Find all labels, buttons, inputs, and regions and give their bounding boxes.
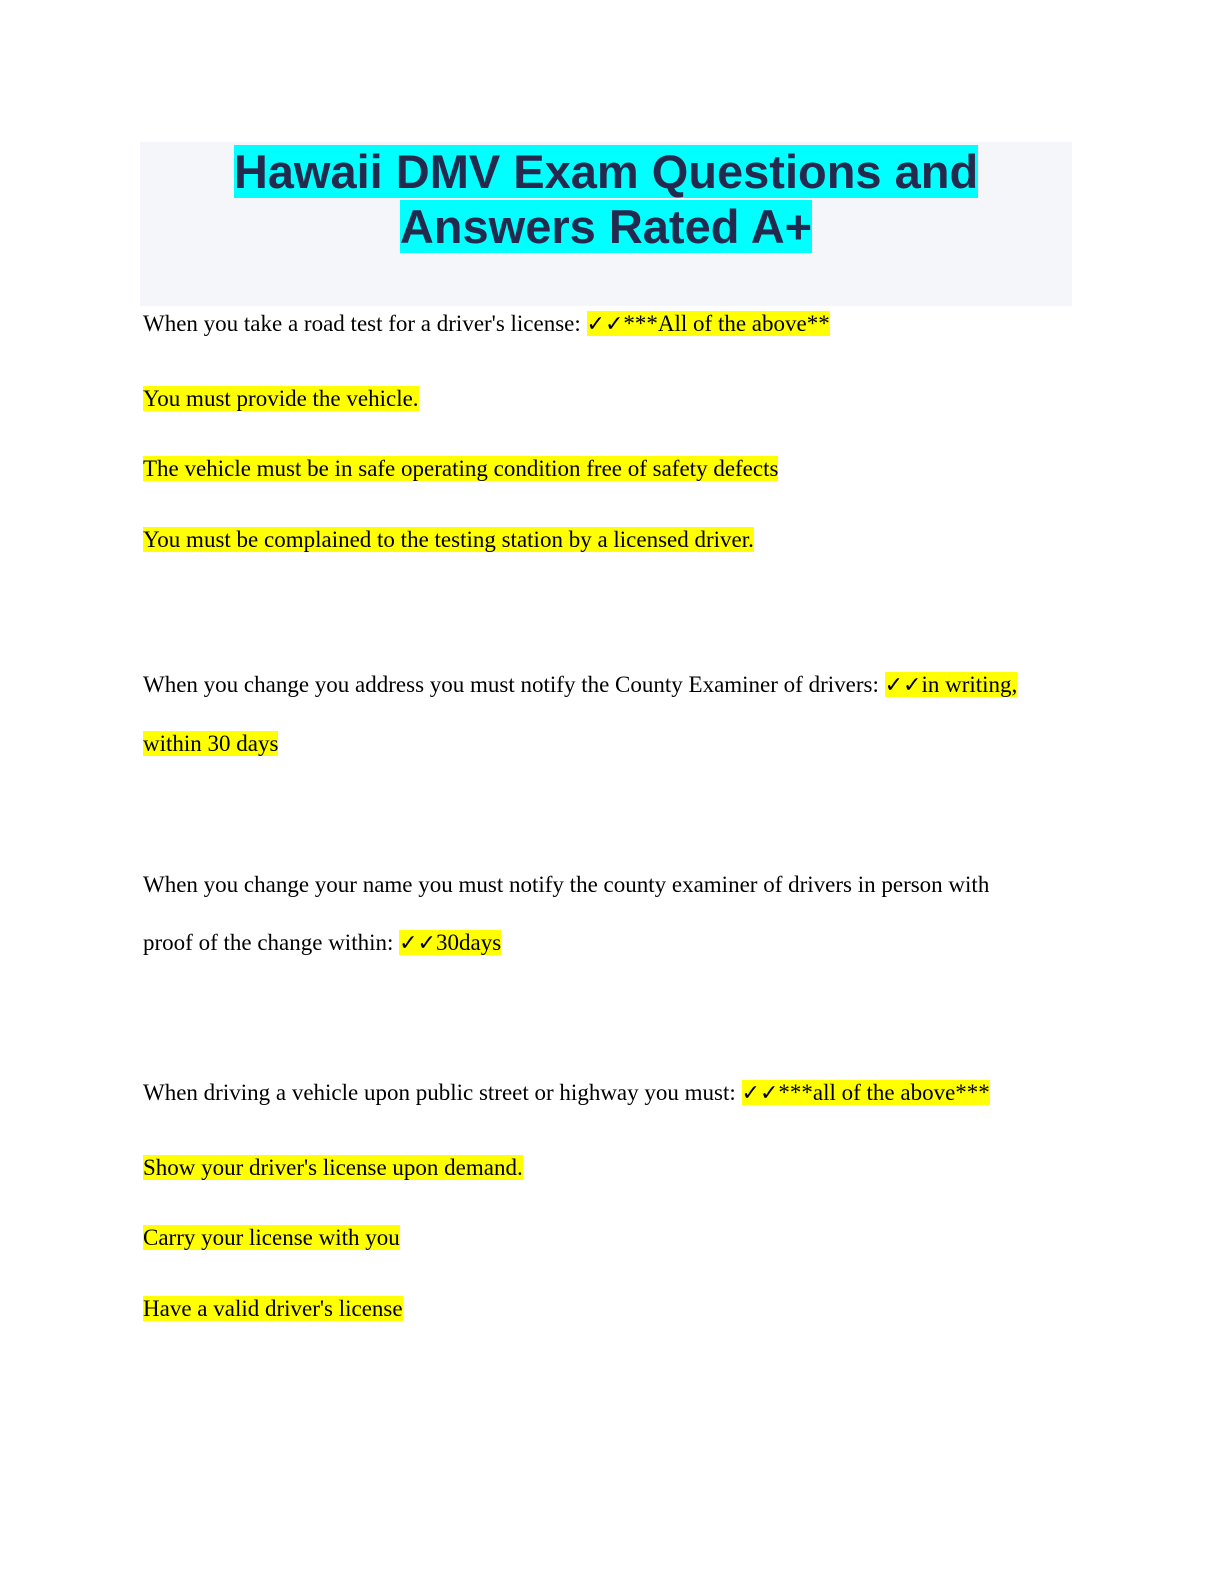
q4-option-2-text: Carry your license with you — [143, 1225, 400, 1250]
answer-1-text: ***All of the above** — [623, 311, 830, 336]
answer-2-text-line-2: within 30 days — [143, 731, 279, 756]
answer-2-text-line-1: in writing, — [921, 672, 1018, 697]
q1-option-1 — [143, 384, 419, 414]
q1-option-2-text: The vehicle must be in safe operating condition free of safety defects — [143, 456, 779, 481]
q1-option-1-text: You must provide the vehicle. — [143, 386, 419, 411]
question-4 — [143, 1078, 990, 1109]
question-1-text: When you take a road test for a driver's license: — [143, 311, 587, 336]
check-mark-icon: ✓✓ — [741, 1081, 779, 1106]
question-3-line-1 — [143, 870, 989, 900]
question-3-text-line-1: When you change your name you must notify the county examiner of drivers in person with — [143, 872, 990, 897]
answer-1 — [587, 311, 830, 336]
answer-4-text: ***all of the above*** — [778, 1080, 990, 1105]
question-2 — [143, 670, 1017, 701]
question-4-text: When driving a vehicle upon public street or highway you must: — [143, 1080, 742, 1105]
q4-option-3-text: Have a valid driver's license — [143, 1296, 403, 1321]
question-1 — [143, 309, 830, 340]
answer-3 — [399, 930, 501, 955]
answer-2 — [885, 672, 1018, 697]
q4-option-2 — [143, 1223, 400, 1253]
q4-option-1-text: Show your driver's license upon demand. — [143, 1155, 523, 1180]
q4-option-1 — [143, 1153, 523, 1183]
page-title — [140, 142, 1072, 254]
title-line-2: Answers Rated A+ — [399, 200, 813, 253]
title-block — [140, 142, 1072, 306]
q1-option-3-text: You must be complained to the testing station by a licensed driver. — [143, 527, 754, 552]
answer-4 — [742, 1080, 990, 1105]
question-2-text: When you change you address you must notify the County Examiner of drivers: — [143, 672, 885, 697]
question-3-text-line-2: proof of the change within: — [143, 930, 400, 955]
check-mark-icon: ✓✓ — [586, 312, 624, 337]
q1-option-3 — [143, 525, 754, 555]
q1-option-2 — [143, 454, 778, 484]
title-line-1: Hawaii DMV Exam Questions and — [233, 145, 979, 198]
check-mark-icon: ✓✓ — [884, 673, 922, 698]
answer-2-continued — [143, 729, 278, 759]
answer-3-text: 30days — [436, 930, 502, 955]
q4-option-3 — [143, 1294, 403, 1324]
check-mark-icon: ✓✓ — [399, 931, 436, 956]
question-3-line-2 — [143, 928, 501, 959]
